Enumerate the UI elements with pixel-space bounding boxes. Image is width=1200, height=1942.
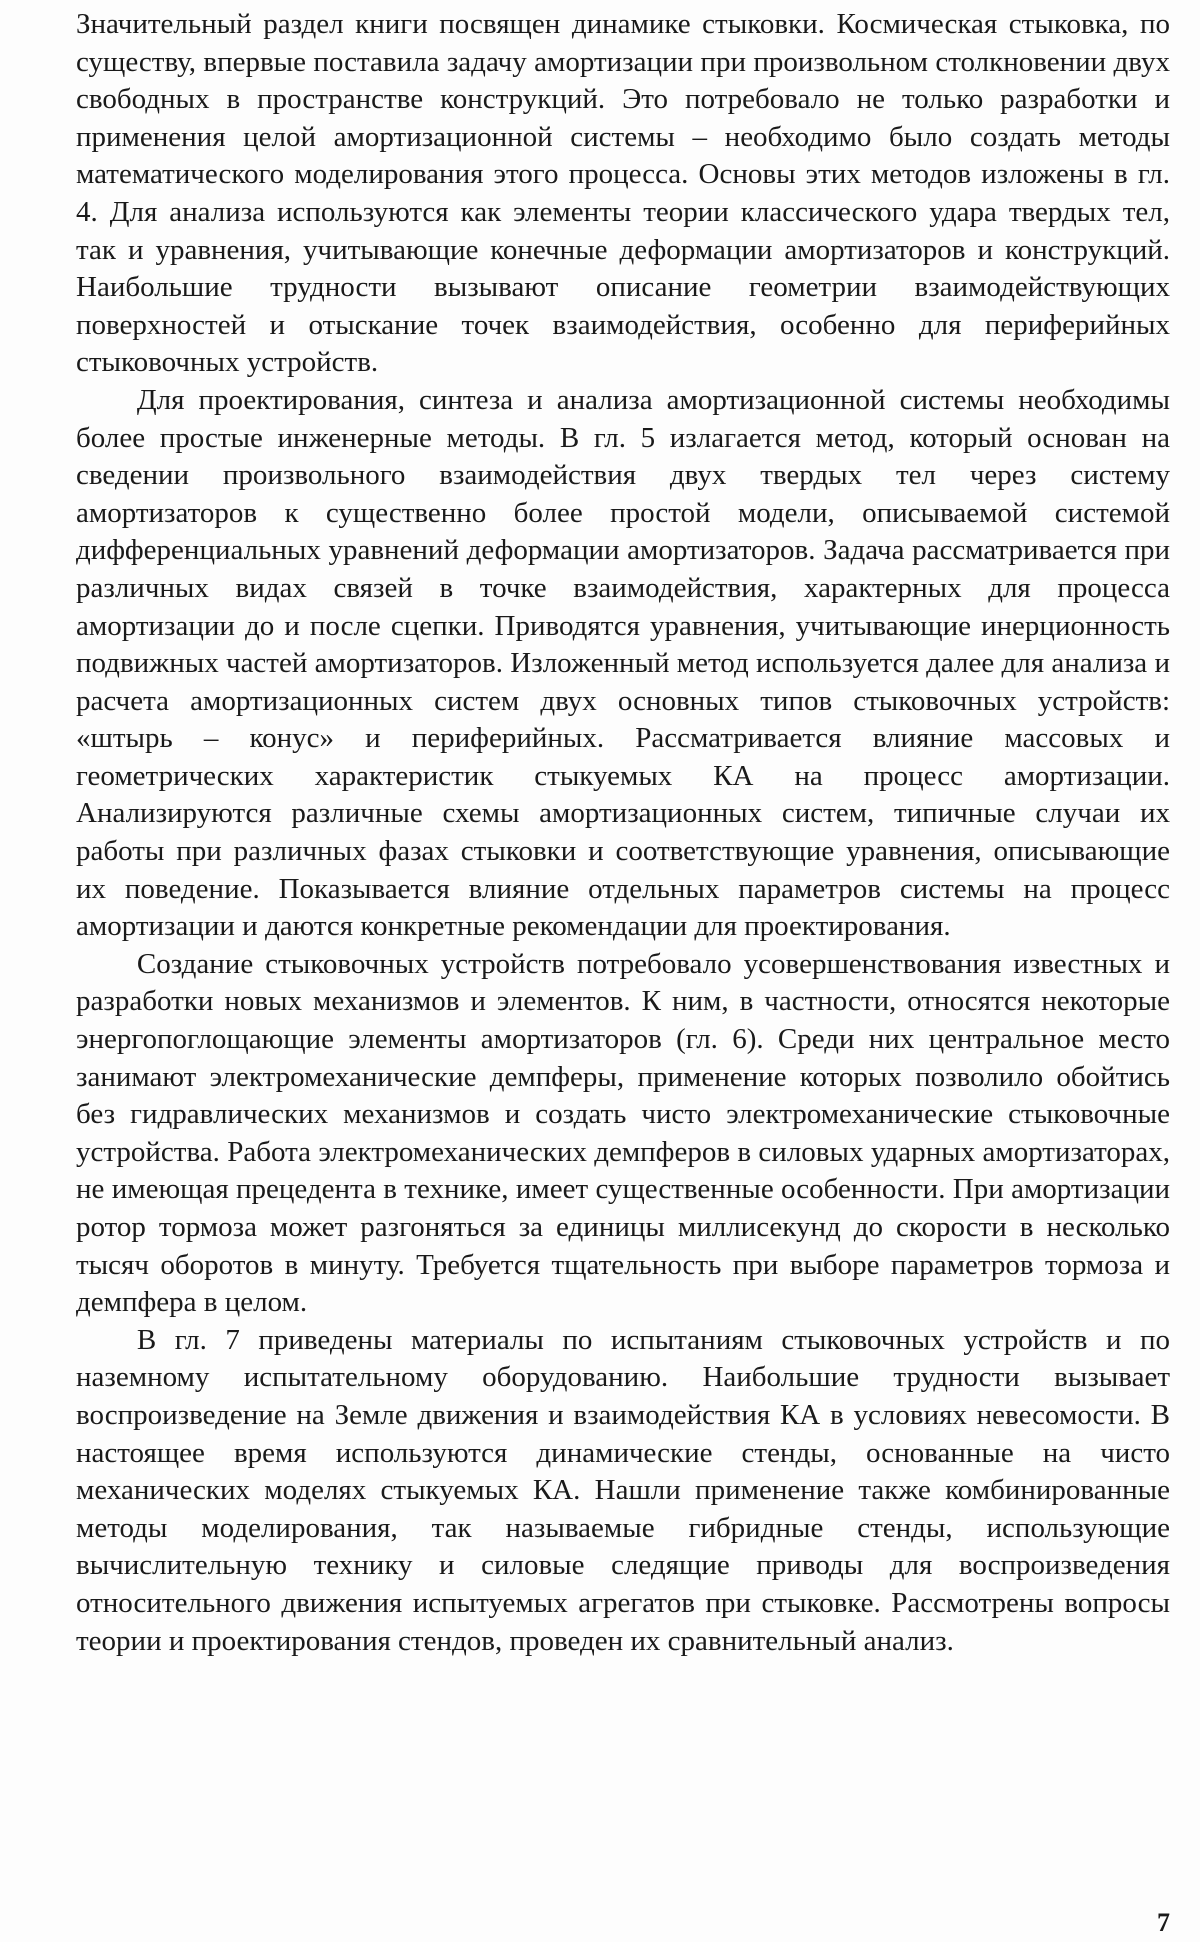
paragraph-engineering-methods: Для проектирования, синтеза и анализа амортизационной системы необходимы более простые инженерные методы. В гл. 5 излагается метод, который основан на сведении произвольного взаимодействия двух твердых тел через систему амортизаторов к существенно более простой модели, описываемой системой дифференциальных уравнений деформации амортизаторов. Задача рассматривается при различных видах связей в точке взаимодействия, характерных для процесса амортизации до и после сцепки. Приводятся уравнения, учитывающие инерционность подвижных частей амортизаторов. Изложенный метод используется далее для анализа и расчета амортизационных систем двух основных типов стыковочных устройств: «штырь – конус» и периферийных. Рассматривается влияние массовых и геометрических характеристик стыкуемых КА на процесс амортизации. Анализируются различные схемы амортизационных систем, типичные случаи их работы при различных фазах стыковки и соответствующие уравнения, описывающие их поведение. Показывается влияние отдельных параметров системы на процесс амортизации и даются конкретные рекомендации для проектирования. [76,383,1170,943]
paragraph-mechanisms: Создание стыковочных устройств потребовало усовершенствования известных и разработки новых механизмов и элементов. К ним, в частности, относятся некоторые энергопоглощающие элементы амортизаторов (гл. 6). Среди них центральное место занимают электромеханические демпферы, применение которых позволило обойтись без гидравлических механизмов и создать чисто электромеханические стыковочные устройства. Работа электромеханических демпферов в силовых ударных амортизаторах, не имеющая прецедента в технике, имеет существенные особенности. При амортизации ротор тормоза может разгоняться за единицы миллисекунд до скорости в несколько тысяч оборотов в минуту. Требуется тщательность при выборе параметров тормоза и демпфера в целом. [76,947,1170,1319]
body-text [76,6,1170,1660]
paragraph-testing: В гл. 7 приведены материалы по испытаниям стыковочных устройств и по наземному испытательному оборудованию. Наибольшие трудности вызывает воспроизведение на Земле движения и взаимодействия КА в условиях невесомости. В настоящее время используются динамические стенды, основанные на чисто механических моделях стыкуемых КА. Нашли применение также комбинированные методы моделирования, так называемые гибридные стенды, использующие вычислительную технику и силовые следящие приводы для воспроизведения относительного движения испытуемых агрегатов при стыковке. Рассмотрены вопросы теории и проектирования стендов, проведен их сравнительный анализ. [76,1323,1170,1657]
paragraph-docking-dynamics: Значительный раздел книги посвящен динамике стыковки. Космическая стыковка, по существу, впервые поставила задачу амортизации при произвольном столкновении двух свободных в пространстве конструкций. Это потребовало не только разработки и применения целой амортизационной системы – необходимо было создать методы математического моделирования этого процесса. Основы этих методов изложены в гл. 4. Для анализа используются как элементы теории классического удара твердых тел, так и уравнения, учитывающие конечные деформации амортизаторов и конструкций. Наибольшие трудности вызывают описание геометрии взаимодействующих поверхностей и отыскание точек взаимодействия, особенно для периферийных стыковочных устройств. [76,8,1170,379]
page-number: 7 [1157,1908,1170,1937]
